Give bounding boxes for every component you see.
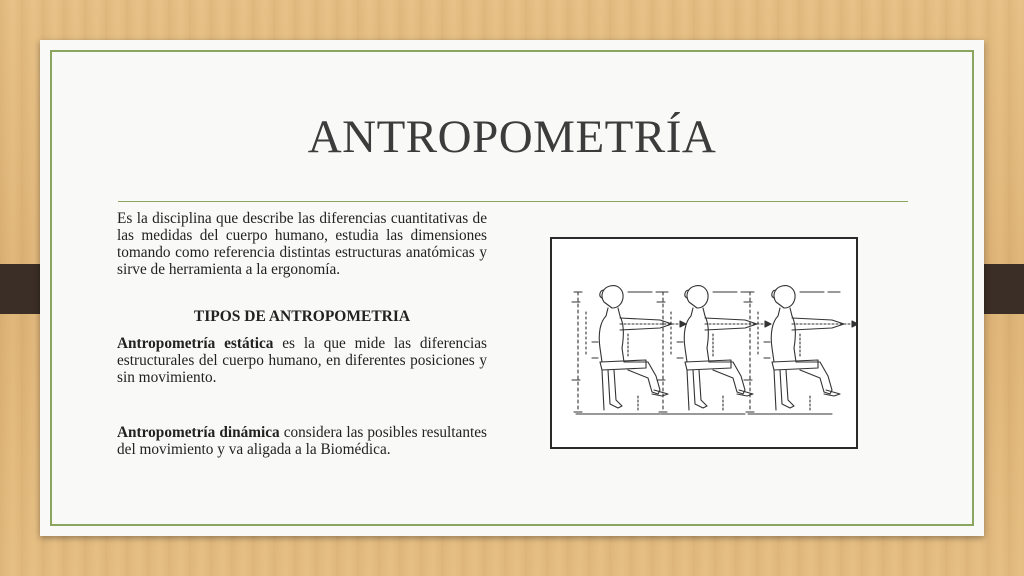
intro-paragraph: Es la disciplina que describe las diferencias cuantitativas de las medidas del cuerpo humano, estudia las dimensiones tomando como referencia distintas estructuras anatómicas y sirve de herramienta a la ergonomía. [117, 210, 487, 278]
seated-anthropometry-figures-icon [552, 239, 856, 447]
title-divider [118, 201, 908, 202]
slide-paper [40, 40, 984, 536]
static-term: Antropometría estática [117, 335, 274, 352]
text-column [117, 210, 487, 458]
dynamic-text: considera las posibles resultantes del movimiento y va aligada a la Biomédica. [117, 424, 487, 458]
dynamic-anthropometry-paragraph [117, 424, 487, 458]
types-heading: TIPOS DE ANTROPOMETRIA [193, 308, 411, 325]
slide-title: ANTROPOMETRÍA [307, 111, 717, 163]
static-text: es la que mide las diferencias estructurales del cuerpo humano, en diferentes posiciones y sin movimiento. [117, 335, 487, 386]
dynamic-term: Antropometría dinámica [117, 424, 280, 441]
anthropometry-figure [550, 237, 858, 449]
static-anthropometry-paragraph [117, 335, 487, 386]
